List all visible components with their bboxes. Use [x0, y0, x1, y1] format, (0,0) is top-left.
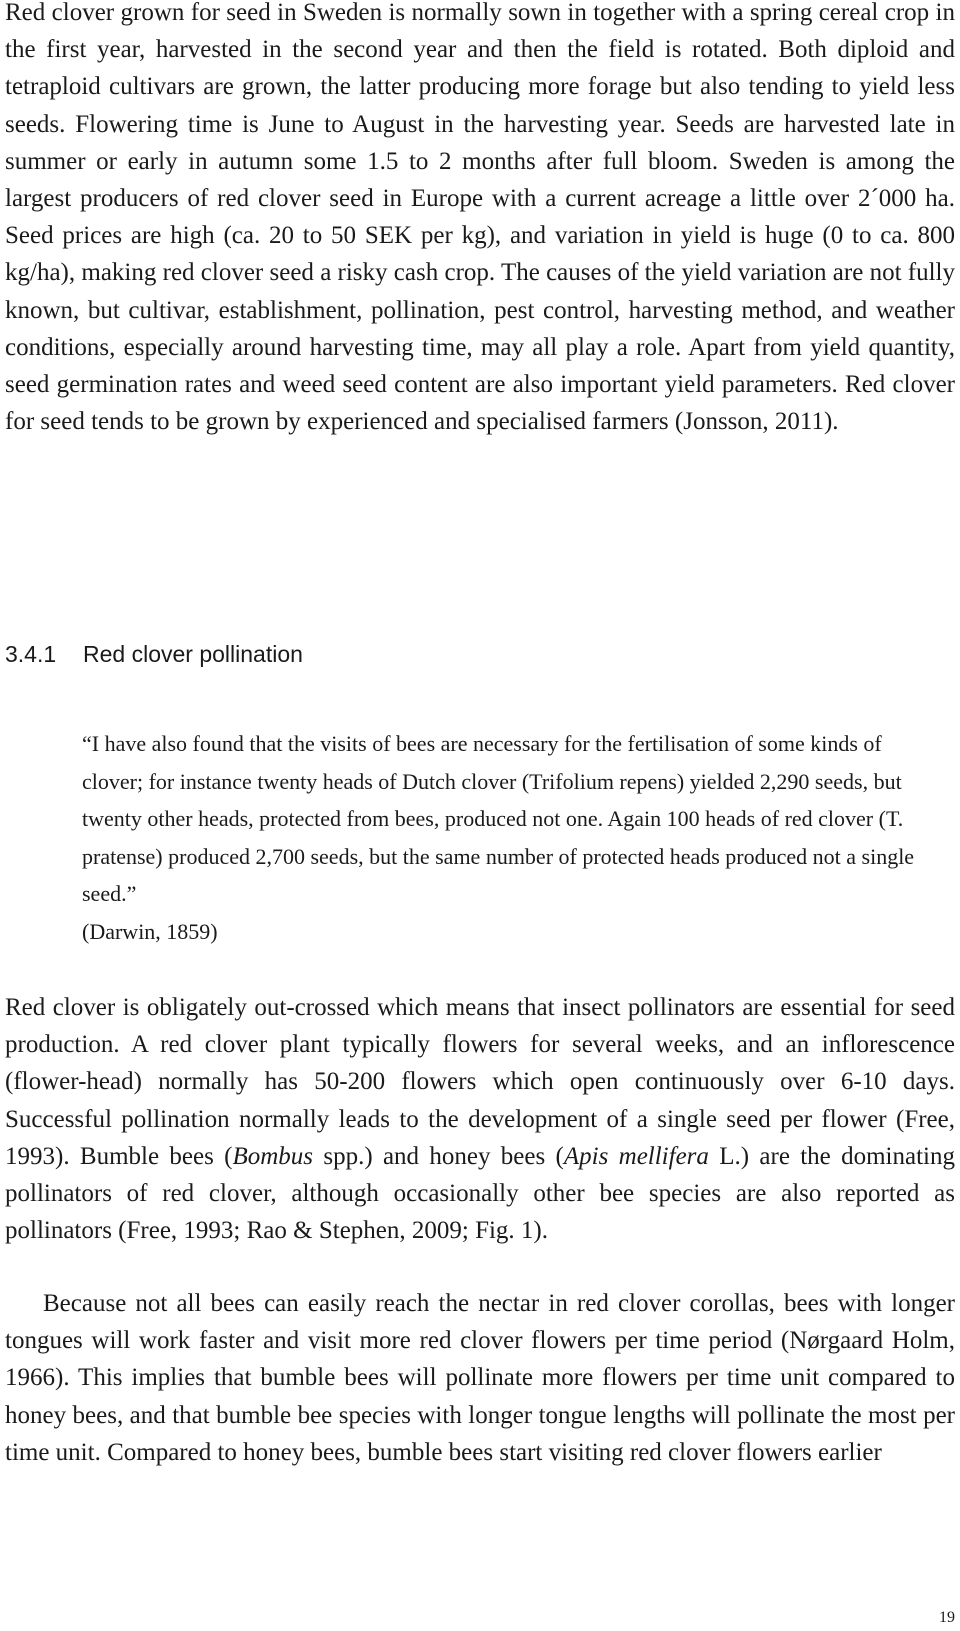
- body-paragraph-pollinators: [5, 989, 955, 1249]
- darwin-quote: [82, 725, 917, 950]
- body-paragraph-seed-production: Red clover grown for seed in Sweden is normally sown in together with a spring cereal crop in the first year, harvested in the second year and then the field is rotated. Both diploid and tetraploid cultivars are grown, the latter producing more forage but also tending to yield less seeds. Flowering time is June to August in the harvesting year. Seeds are harvested late in summer or early in autumn some 1.5 to 2 months after full bloom. Sweden is among the largest producers of red clover seed in Europe with a current acreage a little over 2´000 ha. Seed prices are high (ca. 20 to 50 SEK per kg), and variation in yield is huge (0 to ca. 800 kg/ha), making red clover seed a risky cash crop. The causes of the yield variation are not fully known, but cultivar, establishment, pollination, pest control, harvesting method, and weather conditions, especially around harvesting time, may all play a role. Apart from yield quantity, seed germination rates and weed seed content are also important yield parameters. Red clover for seed tends to be grown by experienced and specialised farmers (Jonsson, 2011).: [5, 0, 955, 436]
- paragraph-text: L.) are the dominating pollinators of red clover, although occasionally other bee species are also reported as pollinators (Free, 1993; Rao & Stephen, 2009; Fig. 1).: [5, 1142, 955, 1245]
- species-name-italic: Apis mellifera: [563, 1142, 709, 1170]
- page-number: 19: [939, 1609, 955, 1626]
- section-heading: [5, 638, 303, 670]
- section-title: Red clover pollination: [83, 641, 303, 667]
- body-paragraph-tongue-length: Because not all bees can easily reach the nectar in red clover corollas, bees with longer tongues will work faster and visit more red clover flowers per time period (Nørgaard Holm, 1966). This implies that bumble bees will pollinate more flowers per time unit compared to honey bees, and that bumble bee species with longer tongue lengths will pollinate the most per time unit. Compared to honey bees, bumble bees start visiting red clover flowers earlier: [5, 1290, 955, 1466]
- quote-citation: (Darwin, 1859): [82, 918, 218, 944]
- genus-name-italic: Bombus: [232, 1142, 314, 1170]
- paragraph-text: Red clover is obligately out-crossed which means that insect pollinators are essential for seed production. A red clover plant typically flowers for several weeks, and an inflorescence (flower-head) normally has 50-200 flowers which open continuously over 6-10 days. Successful pollination normally leads to the development of a single seed per flower (Free, 1993). Bumble bees (: [5, 994, 955, 1170]
- quote-text: “I have also found that the visits of bees are necessary for the fertilisation of some kinds of clover; for instance twenty heads of Dutch clover (Trifolium repens) yielded 2,290 seeds, but twenty other heads, protected from bees, produced not one. Again 100 heads of red clover (T. pratense) produced 2,700 seeds, but the same number of protected heads produced not a single seed.”: [82, 731, 915, 906]
- paragraph-text: spp.) and honey bees (: [313, 1142, 564, 1170]
- section-number: 3.4.1: [5, 641, 57, 667]
